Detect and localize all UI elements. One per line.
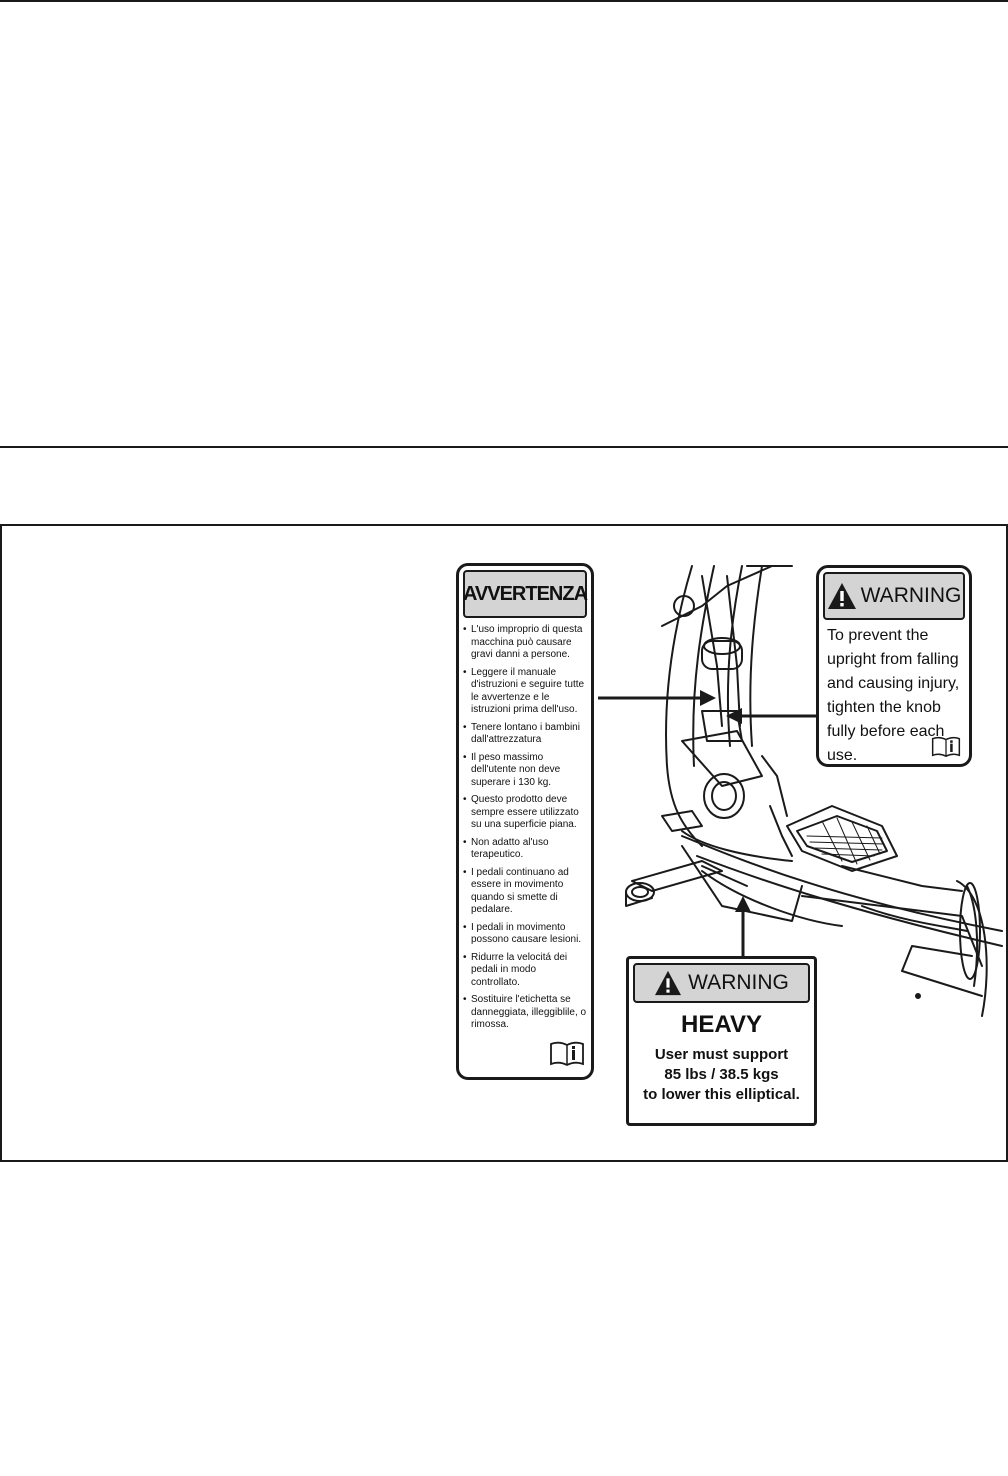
knob-warning-heading: WARNING bbox=[860, 584, 962, 607]
list-item: • L'uso improprio di questa macchina può causare gravi danni a persone. bbox=[463, 624, 587, 662]
manual-info-icon bbox=[931, 736, 961, 758]
heavy-warning-heading: WARNING bbox=[688, 971, 789, 994]
list-item: • Leggere il manuale d'istruzioni e seguire tutte le avvertenze e le istruzioni prima dell'uso. bbox=[463, 667, 587, 717]
knob-warning-text: To prevent the upright from falling and causing injury, tighten the knob fully before each use. bbox=[827, 627, 960, 764]
heavy-title: HEAVY bbox=[681, 1011, 762, 1038]
heavy-warning-header bbox=[633, 963, 810, 1003]
heavy-line: 85 lbs / 38.5 kgs bbox=[664, 1066, 779, 1083]
list-item: • I pedali in movimento possono causare lesioni. bbox=[463, 922, 587, 947]
avvertenza-heading: AVVERTENZA bbox=[462, 582, 588, 605]
heavy-warning-label bbox=[626, 956, 817, 1126]
heavy-body bbox=[629, 1045, 814, 1105]
list-item: • Non adatto al'uso terapeutico. bbox=[463, 837, 587, 862]
list-item: • Il peso massimo dell'utente non deve superare i 130 kg. bbox=[463, 752, 587, 790]
heavy-line: User must support bbox=[654, 1046, 789, 1063]
avvertenza-list bbox=[463, 624, 587, 1032]
list-item: • Ridurre la velocitá dei pedali in modo controllato. bbox=[463, 952, 587, 990]
list-item: • I pedali continuano ad essere in movimento quando si smette di pedalare. bbox=[463, 867, 587, 917]
list-item: • Questo prodotto deve sempre essere utilizzato su una superficie piana. bbox=[463, 794, 587, 832]
knob-warning-header bbox=[823, 572, 965, 620]
top-rule bbox=[0, 0, 1008, 2]
warning-triangle-icon bbox=[654, 970, 682, 996]
warning-triangle-icon bbox=[827, 582, 857, 610]
list-item: • Sostituire l'etichetta se danneggiata, illeggiblile, o rimossa. bbox=[463, 994, 587, 1032]
manual-info-icon bbox=[549, 1041, 585, 1067]
warning-labels-figure bbox=[0, 524, 1008, 1162]
section-divider bbox=[0, 446, 1008, 448]
knob-warning-label bbox=[816, 565, 972, 767]
avvertenza-header bbox=[463, 570, 587, 618]
avvertenza-label bbox=[456, 563, 594, 1080]
list-item: • Tenere lontano i bambini dall'attrezzatura bbox=[463, 722, 587, 747]
heavy-line: to lower this elliptical. bbox=[643, 1086, 800, 1103]
